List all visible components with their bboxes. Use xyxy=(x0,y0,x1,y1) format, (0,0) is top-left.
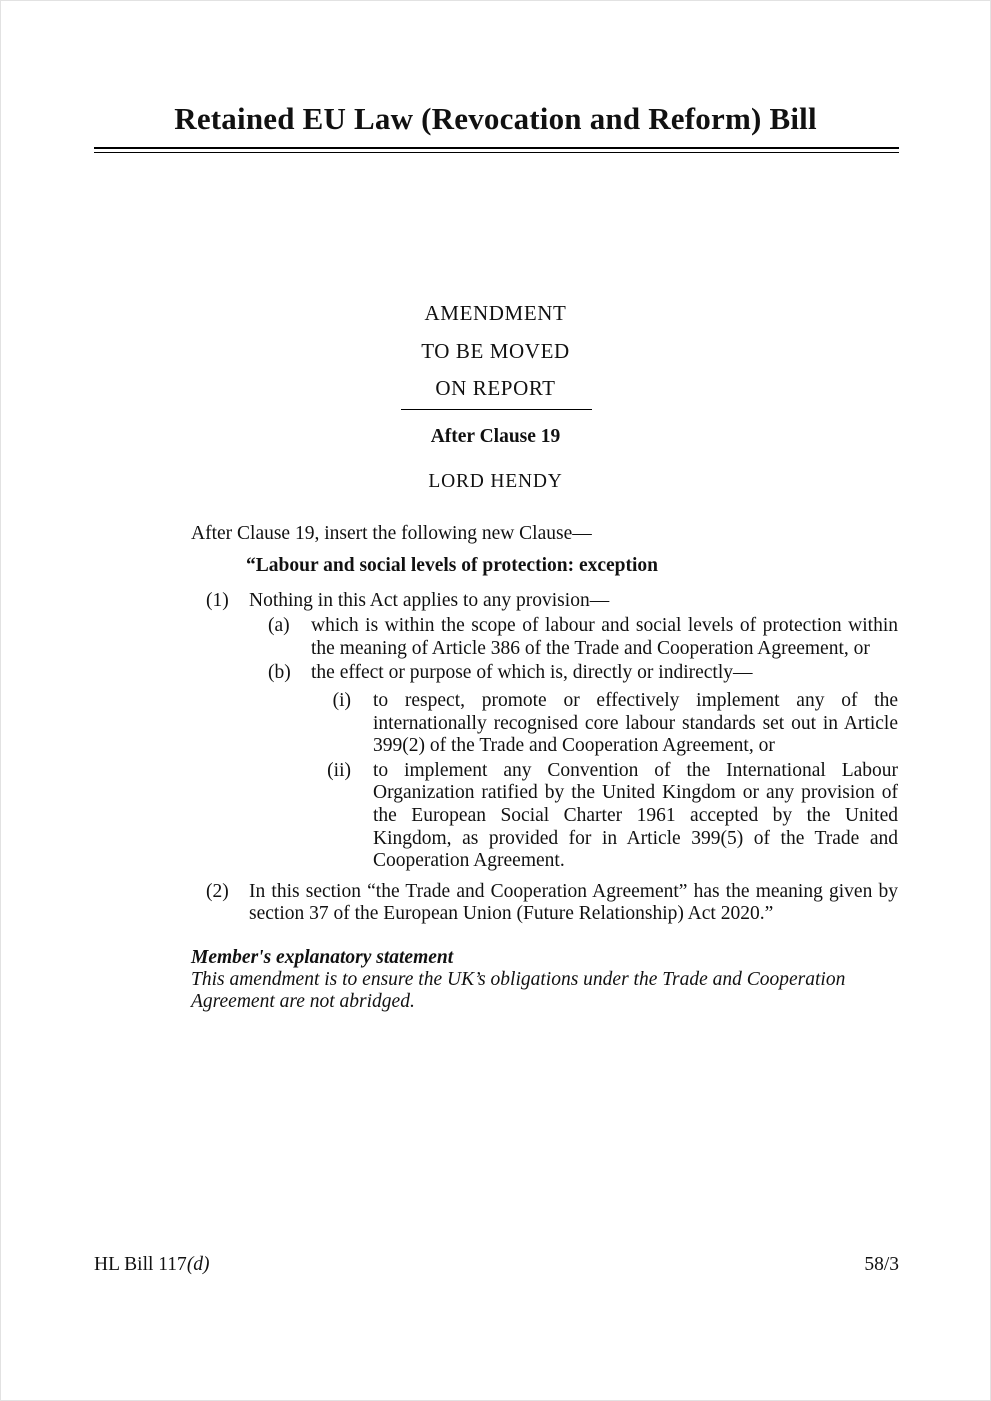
provision-1a xyxy=(191,615,898,660)
page-footer xyxy=(94,1254,899,1276)
provision-1 xyxy=(191,590,898,613)
amendment-header-line-3: ON REPORT xyxy=(435,376,556,400)
provision-1b-i xyxy=(191,690,898,758)
amendment-body xyxy=(191,523,898,1013)
provision-1b-i-marker: (i) xyxy=(332,690,351,712)
amendment-header-line-2: TO BE MOVED xyxy=(421,339,570,363)
amendment-header-rule xyxy=(401,409,592,410)
provision-1a-marker: (a) xyxy=(268,615,290,637)
bill-title: Retained EU Law (Revocation and Reform) Bill xyxy=(174,101,817,136)
bill-number: HL Bill 117 xyxy=(94,1254,187,1275)
title-double-rule xyxy=(94,147,899,153)
provision-1b-ii-text: to implement any Convention of the International Labour Organization ratified by the United Kingdom or any provision of the European Social Charter 1961 accepted by the United Kingdom, as provided for in Article 399(5) of the Trade and Cooperation Agreement. xyxy=(373,759,898,872)
explanatory-statement xyxy=(191,946,898,1013)
provision-1b-i-text: to respect, promote or effectively implement any of the internationally recognised core labour standards set out in Article 399(2) of the Trade and Cooperation Agreement, or xyxy=(373,690,898,757)
amendment-instruction: After Clause 19, insert the following new Clause— xyxy=(191,523,592,544)
provision-1b xyxy=(191,662,898,685)
amendment-reference-number: 58/3 xyxy=(864,1254,899,1275)
provision-2-text: In this section “the Trade and Cooperation Agreement” has the meaning given by section 37 of the European Union (Future Relationship) Act 2020.” xyxy=(249,880,898,925)
new-clause-heading: “Labour and social levels of protection: exception xyxy=(246,555,659,577)
explanatory-statement-text: This amendment is to ensure the UK’s obligations under the Trade and Cooperation Agreement are not abridged. xyxy=(191,969,846,1012)
provision-2-marker: (2) xyxy=(206,880,229,902)
explanatory-statement-heading: Member's explanatory statement xyxy=(191,947,454,968)
provision-1-marker: (1) xyxy=(206,589,229,611)
place-heading: After Clause 19 xyxy=(430,426,561,447)
provision-1b-marker: (b) xyxy=(268,662,291,684)
amendment-header-line-1: AMENDMENT xyxy=(424,301,567,325)
provision-1a-text: which is within the scope of labour and social levels of protection within the meaning of Article 386 of the Trade and Cooperation Agreement, or xyxy=(311,615,898,659)
provision-1b-ii-marker: (ii) xyxy=(327,759,351,781)
bill-reference xyxy=(94,1254,210,1276)
provision-1b-ii xyxy=(191,760,898,873)
provision-2 xyxy=(191,881,898,926)
provision-1-text: Nothing in this Act applies to any provision— xyxy=(249,589,610,611)
provision-1b-text: the effect or purpose of which is, directly or indirectly— xyxy=(311,662,753,684)
bill-suffix: (d) xyxy=(186,1254,210,1275)
mover-name: LORD HENDY xyxy=(428,471,563,492)
